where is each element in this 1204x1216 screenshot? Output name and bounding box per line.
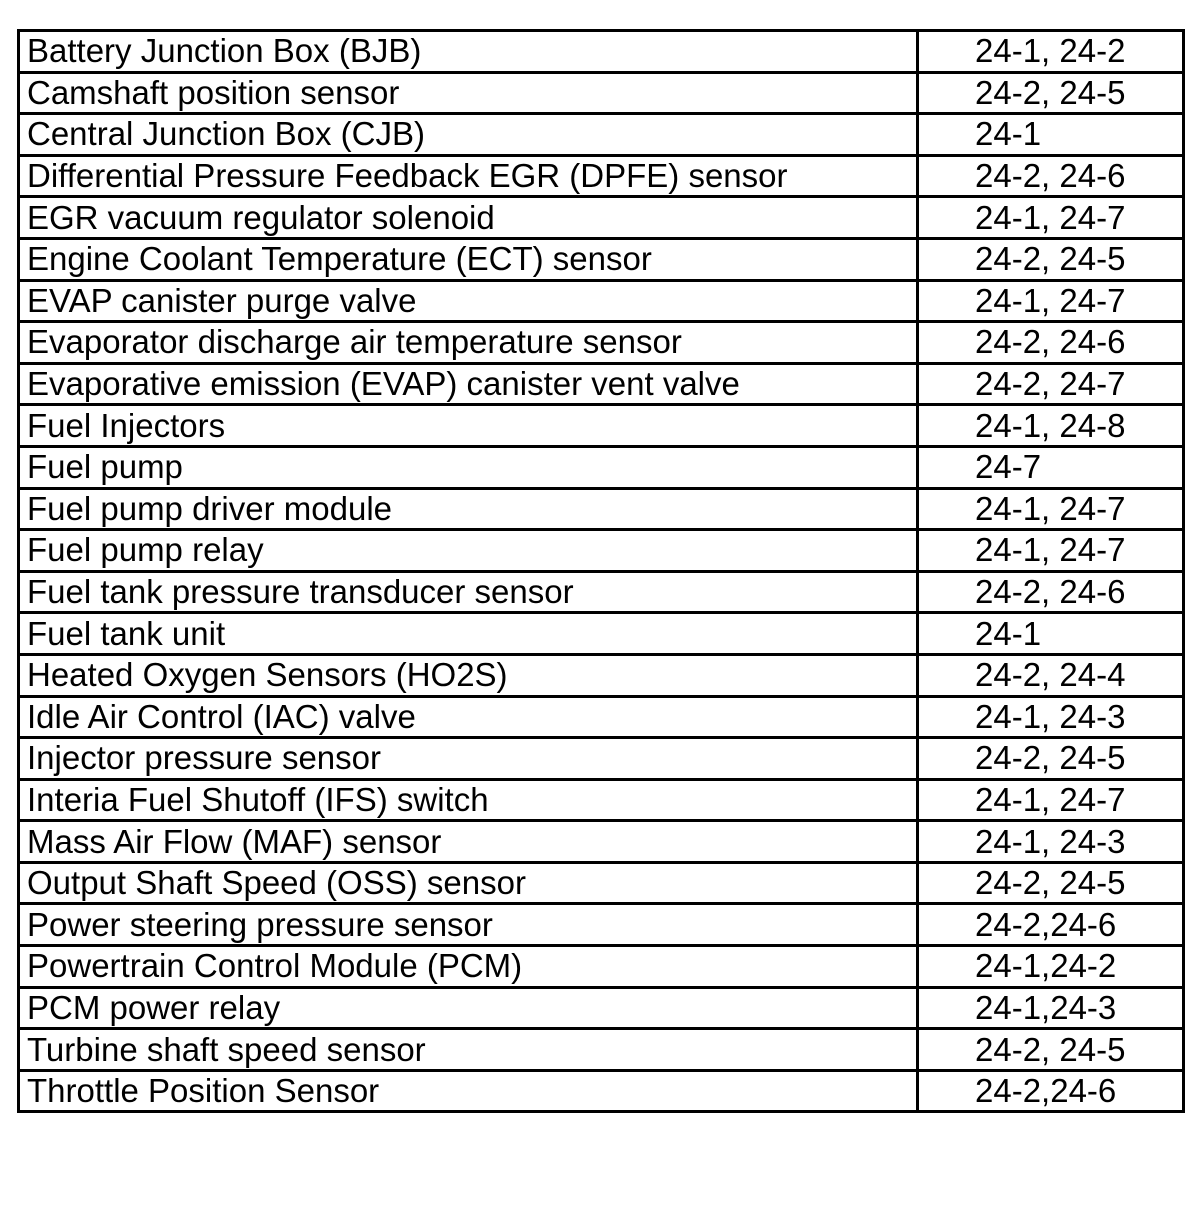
table-row (19, 946, 1184, 988)
component-name-cell: Idle Air Control (IAC) valve (19, 696, 918, 738)
table-row (19, 446, 1184, 488)
component-name-cell: Fuel pump (19, 446, 918, 488)
page-reference-cell: 24-1 (918, 114, 1184, 156)
component-name-cell: Mass Air Flow (MAF) sensor (19, 821, 918, 863)
component-name-cell: EGR vacuum regulator solenoid (19, 197, 918, 239)
table-row (19, 238, 1184, 280)
table-row (19, 530, 1184, 572)
page-reference-cell: 24-2, 24-5 (918, 1029, 1184, 1071)
component-name-cell: Fuel Injectors (19, 405, 918, 447)
component-name-cell: EVAP canister purge valve (19, 280, 918, 322)
table-row (19, 488, 1184, 530)
component-name-cell: Injector pressure sensor (19, 738, 918, 780)
page-reference-cell: 24-1, 24-7 (918, 280, 1184, 322)
page-reference-cell: 24-1, 24-7 (918, 488, 1184, 530)
component-name-cell: Engine Coolant Temperature (ECT) sensor (19, 238, 918, 280)
table-row (19, 1070, 1184, 1112)
table-row (19, 987, 1184, 1029)
table-row (19, 779, 1184, 821)
component-name-cell: Fuel pump driver module (19, 488, 918, 530)
table-row (19, 363, 1184, 405)
component-name-cell: Power steering pressure sensor (19, 904, 918, 946)
page-reference-cell: 24-1, 24-2 (918, 31, 1184, 73)
page-reference-cell: 24-2, 24-5 (918, 238, 1184, 280)
table-row (19, 72, 1184, 114)
page-reference-cell: 24-2, 24-7 (918, 363, 1184, 405)
page-reference-cell: 24-7 (918, 446, 1184, 488)
component-name-cell: Fuel tank pressure transducer sensor (19, 571, 918, 613)
table-row (19, 613, 1184, 655)
page-reference-cell: 24-2, 24-6 (918, 322, 1184, 364)
page-reference-cell: 24-1 (918, 613, 1184, 655)
table-row (19, 571, 1184, 613)
component-name-cell: Differential Pressure Feedback EGR (DPFE) sensor (19, 155, 918, 197)
table-row (19, 654, 1184, 696)
component-name-cell: Fuel tank unit (19, 613, 918, 655)
component-name-cell: Output Shaft Speed (OSS) sensor (19, 862, 918, 904)
table-row (19, 280, 1184, 322)
component-name-cell: Powertrain Control Module (PCM) (19, 946, 918, 988)
table-body (19, 31, 1184, 1112)
page-reference-cell: 24-2, 24-6 (918, 155, 1184, 197)
component-index-table (17, 29, 1185, 1113)
page-reference-cell: 24-2,24-6 (918, 1070, 1184, 1112)
table-row (19, 738, 1184, 780)
component-name-cell: Evaporative emission (EVAP) canister vent valve (19, 363, 918, 405)
table-row (19, 197, 1184, 239)
component-name-cell: Fuel pump relay (19, 530, 918, 572)
table-row (19, 696, 1184, 738)
table-row (19, 862, 1184, 904)
table-row (19, 114, 1184, 156)
component-name-cell: Throttle Position Sensor (19, 1070, 918, 1112)
component-name-cell: Camshaft position sensor (19, 72, 918, 114)
page-reference-cell: 24-2, 24-5 (918, 862, 1184, 904)
component-name-cell: Interia Fuel Shutoff (IFS) switch (19, 779, 918, 821)
table-row (19, 904, 1184, 946)
component-name-cell: Heated Oxygen Sensors (HO2S) (19, 654, 918, 696)
page-reference-cell: 24-2,24-6 (918, 904, 1184, 946)
table-row (19, 155, 1184, 197)
page-reference-cell: 24-1, 24-7 (918, 197, 1184, 239)
page-reference-cell: 24-1,24-3 (918, 987, 1184, 1029)
page-reference-cell: 24-1, 24-7 (918, 530, 1184, 572)
table-row (19, 1029, 1184, 1071)
component-name-cell: Turbine shaft speed sensor (19, 1029, 918, 1071)
page-reference-cell: 24-1, 24-3 (918, 821, 1184, 863)
page-reference-cell: 24-2, 24-4 (918, 654, 1184, 696)
component-name-cell: Central Junction Box (CJB) (19, 114, 918, 156)
page-reference-cell: 24-2, 24-6 (918, 571, 1184, 613)
page-reference-cell: 24-1, 24-7 (918, 779, 1184, 821)
table-row (19, 31, 1184, 73)
page-reference-cell: 24-1,24-2 (918, 946, 1184, 988)
table-row (19, 322, 1184, 364)
page-reference-cell: 24-1, 24-3 (918, 696, 1184, 738)
component-name-cell: Battery Junction Box (BJB) (19, 31, 918, 73)
page-reference-cell: 24-2, 24-5 (918, 738, 1184, 780)
component-name-cell: PCM power relay (19, 987, 918, 1029)
component-name-cell: Evaporator discharge air temperature sensor (19, 322, 918, 364)
page-reference-cell: 24-2, 24-5 (918, 72, 1184, 114)
table-row (19, 821, 1184, 863)
page-reference-cell: 24-1, 24-8 (918, 405, 1184, 447)
table-row (19, 405, 1184, 447)
